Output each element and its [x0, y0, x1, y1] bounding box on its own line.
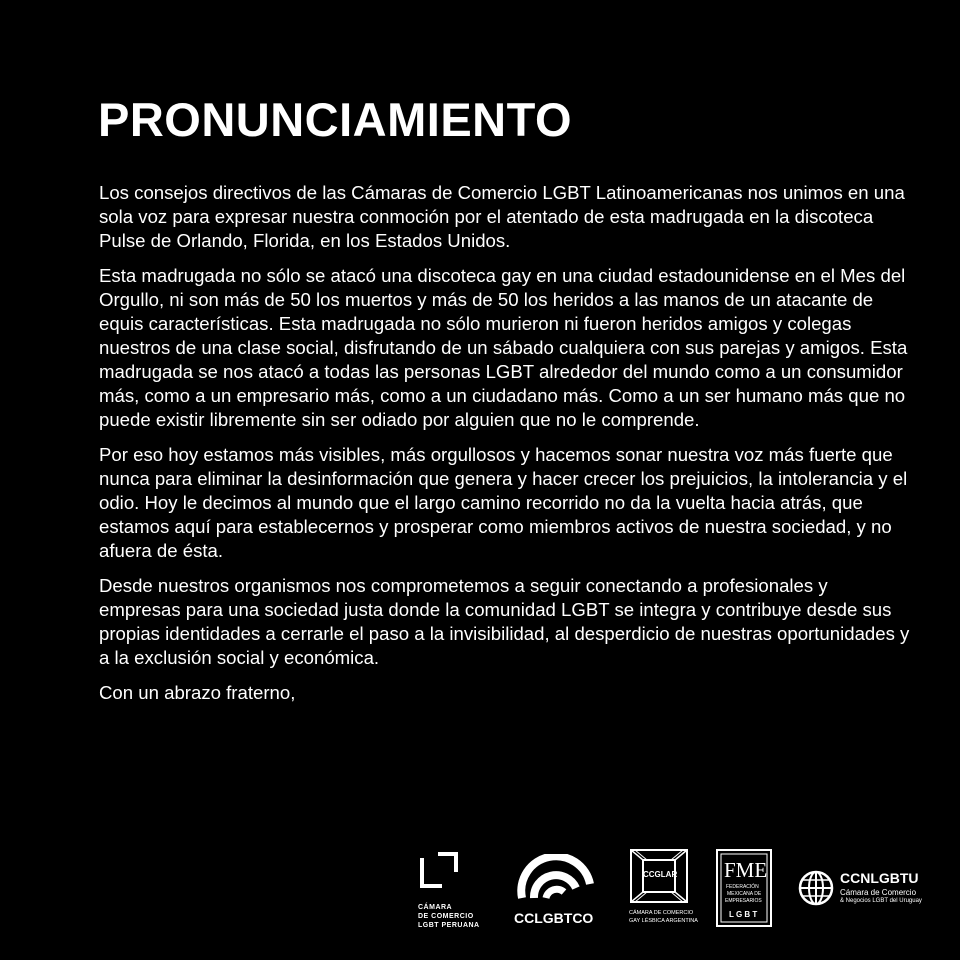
logo-peru-line2: DE COMERCIO: [418, 913, 474, 920]
closing-line: Con un abrazo fraterno,: [99, 682, 296, 703]
logo-uruguay-name: CCNLGBTU: [840, 870, 919, 886]
logo-mexico-line2: MEXICANA DE: [727, 891, 762, 897]
logo-mexico-line4: L G B T: [729, 910, 758, 919]
logo-uruguay: [798, 868, 938, 918]
logo-mexico-line3: EMPRESARIOS: [725, 898, 762, 904]
logo-mexico: [715, 848, 775, 930]
paragraph-2: Esta madrugada no sólo se atacó una discoteca gay en una ciudad estadounidense en el Mes del Orgullo, ni son más de 50 los muertos y más de 50 los heridos a las manos de un atacante de equis características. Esta madrugada no sólo murieron ni fueron heridos amigos y colegas nuestros de una clase social, disfrutando de un sábado cualquiera con sus parejas y amigos. Esta madrugada se nos atacó a todas las personas LGBT alrededor del mundo como a un consumidor más, como a un empresario más, como a un ciudadano más. Como a un ser humano más que no puede existir libremente sin ser odiado por alguien que no le comprende.: [99, 265, 908, 430]
paragraph-3: Por eso hoy estamos más visibles, más orgullosos y hacemos sonar nuestra voz más fuerte que nunca para eliminar la desinformación que genera y hacer crecer los prejuicios, la intolerancia y el odio. Hoy le decimos al mundo que el largo camino recorrido no da la vuelta hacia atrás, que estamos aquí para establecernos y prosperar como miembros activos de nuestra sociedad, y no afuera de ésta.: [99, 444, 908, 561]
logo-uruguay-line2: & Negocios LGBT del Uruguay: [840, 898, 922, 904]
logo-peru-line1: CÁMARA: [418, 904, 453, 911]
logo-argentina-line1: CÁMARA DE COMERCIO: [629, 910, 694, 916]
paragraph-4: Desde nuestros organismos nos comprometemos a seguir conectando a profesionales y empresas para una sociedad justa donde la comunidad LGBT se integra y contribuye desde sus propias identidades a cerrarle el paso a la invisibilidad, al desperdicio de nuestras oportunidades y a la exclusión social y económica.: [99, 575, 910, 668]
logo-mexico-badge: FME: [724, 858, 768, 882]
arches-icon: [514, 854, 598, 900]
globe-icon: [798, 870, 834, 906]
logo-peru-line3: LGBT PERUANA: [418, 922, 480, 929]
statement-body: [99, 181, 911, 716]
page-title: PRONUNCIAMIENTO: [98, 93, 573, 146]
logo-colombia: [512, 854, 602, 934]
logo-argentina-badge: CCGLAR: [643, 870, 678, 879]
logo-uruguay-line1: Cámara de Comercio: [840, 888, 917, 897]
corner-brackets-icon: [418, 850, 460, 890]
logo-argentina-line2: GAY LÉSBICA ARGENTINA: [629, 918, 698, 924]
logo-colombia-text: CCLGBTCO: [514, 910, 594, 926]
logo-argentina: [627, 848, 697, 930]
paragraph-1: Los consejos directivos de las Cámaras de Comercio LGBT Latinoamericanas nos unimos en una sola voz para expresar nuestra conmoción por el atentado de esta madrugada en la discoteca Pulse de Orlando, Florida, en los Estados Unidos.: [99, 182, 905, 251]
logo-mexico-line1: FEDERACIÓN: [726, 884, 759, 890]
logo-peru: [418, 850, 498, 930]
logo-row: [0, 840, 960, 940]
